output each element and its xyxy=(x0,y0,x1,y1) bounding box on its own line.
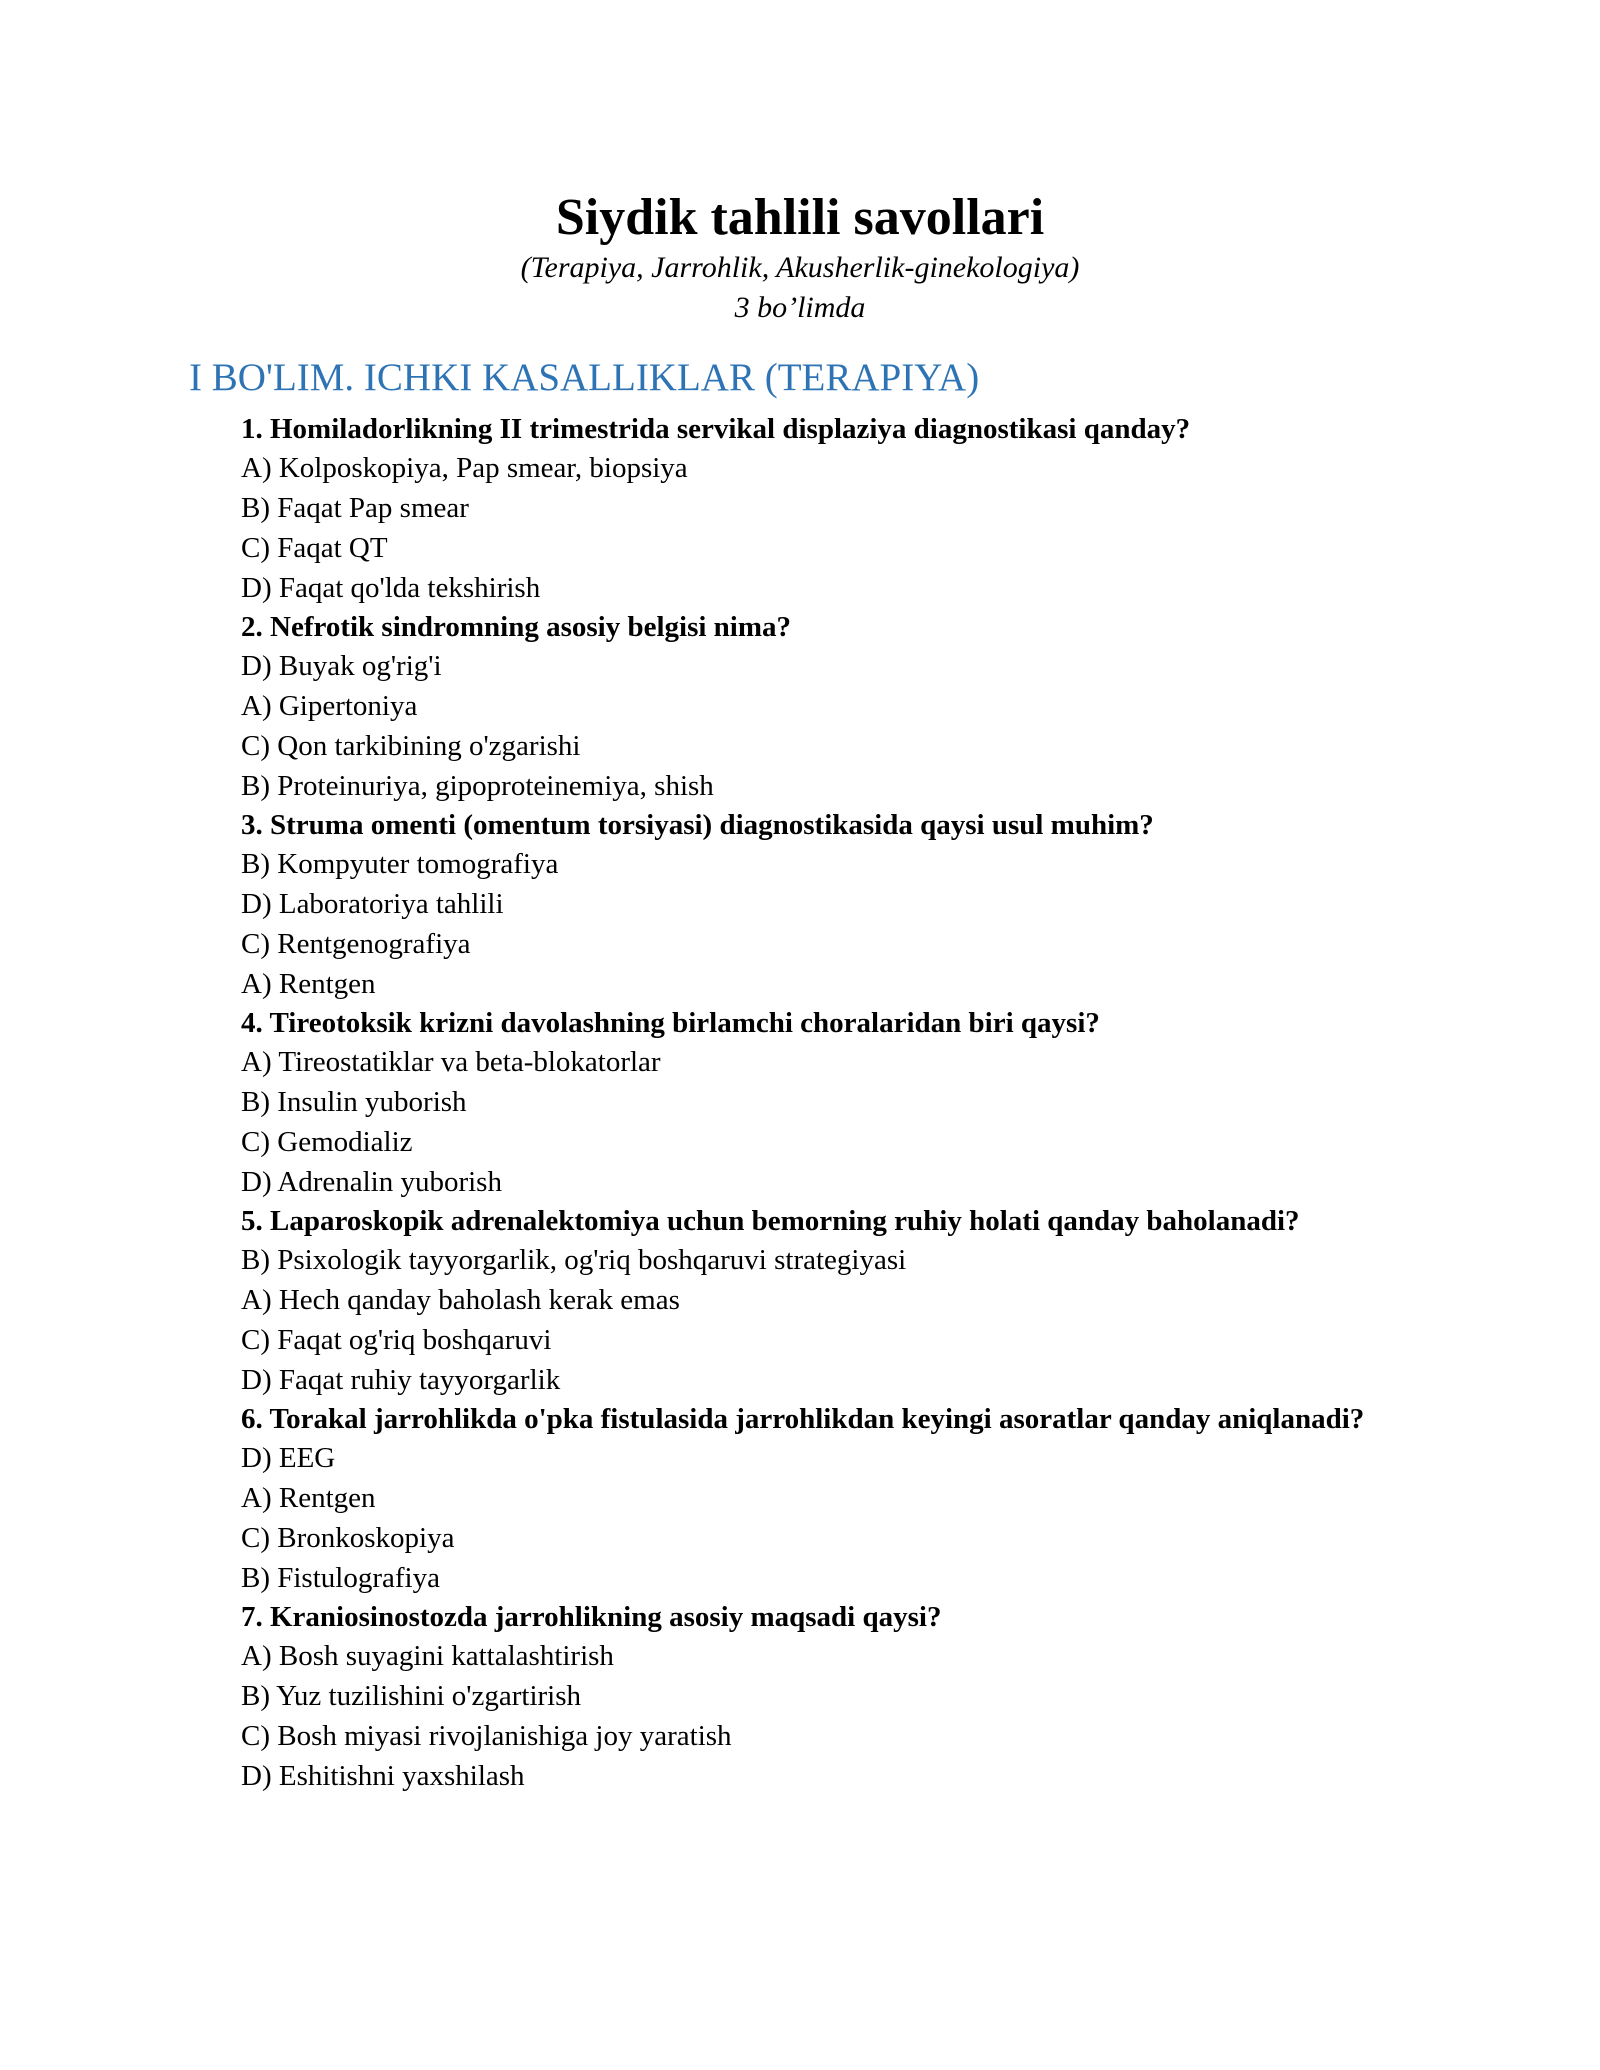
question-text: 7. Kraniosinostozda jarrohlikning asosiy maqsadi qaysi? xyxy=(241,1601,942,1633)
question-block xyxy=(241,806,1441,1004)
question-list xyxy=(241,410,1441,1796)
answer-option: B) Faqat Pap smear xyxy=(241,492,469,524)
answer-option: B) Insulin yuborish xyxy=(241,1086,467,1118)
page-title: Siydik tahlili savollari xyxy=(555,189,1045,246)
answer-option: A) Kolposkopiya, Pap smear, biopsiya xyxy=(241,452,688,484)
answer-option: A) Tireostatiklar va beta-blokatorlar xyxy=(241,1046,661,1078)
answer-option: D) Adrenalin yuborish xyxy=(241,1166,502,1198)
answer-option: C) Bosh miyasi rivojlanishiga joy yaratish xyxy=(241,1720,732,1752)
question-block xyxy=(241,1202,1441,1400)
page-subtitle: (Terapiya, Jarrohlik, Akusherlik-ginekologiya) xyxy=(520,251,1080,284)
answer-option: B) Psixologik tayyorgarlik, og'riq boshqaruvi strategiyasi xyxy=(241,1244,907,1276)
answer-option: C) Gemodializ xyxy=(241,1126,413,1158)
section-heading: I BO'LIM. ICHKI KASALLIKLAR (TERAPIYA) xyxy=(189,356,980,399)
answer-option: A) Rentgen xyxy=(241,968,376,1000)
answer-option: D) Faqat ruhiy tayyorgarlik xyxy=(241,1364,561,1396)
question-block xyxy=(241,1400,1441,1598)
question-block xyxy=(241,1598,1441,1796)
answer-option: D) Eshitishni yaxshilash xyxy=(241,1760,525,1792)
question-text: 4. Tireotoksik krizni davolashning birlamchi choralaridan biri qaysi? xyxy=(241,1007,1100,1039)
answer-option: A) Gipertoniya xyxy=(241,690,418,722)
answer-option: B) Kompyuter tomografiya xyxy=(241,848,559,880)
answer-option: D) Buyak og'rig'i xyxy=(241,650,442,682)
question-block xyxy=(241,608,1441,806)
answer-option: D) EEG xyxy=(241,1442,336,1474)
question-text: 5. Laparoskopik adrenalektomiya uchun bemorning ruhiy holati qanday baholanadi? xyxy=(241,1205,1300,1237)
answer-option: A) Hech qanday baholash kerak emas xyxy=(241,1284,680,1316)
answer-option: C) Faqat og'riq boshqaruvi xyxy=(241,1324,552,1356)
answer-option: C) Bronkoskopiya xyxy=(241,1522,455,1554)
answer-option: B) Proteinuriya, gipoproteinemiya, shish xyxy=(241,770,714,802)
answer-option: C) Faqat QT xyxy=(241,532,388,564)
answer-option: D) Laboratoriya tahlili xyxy=(241,888,504,920)
answer-option: C) Rentgenografiya xyxy=(241,928,471,960)
answer-option: A) Rentgen xyxy=(241,1482,376,1514)
answer-option: B) Yuz tuzilishini o'zgartirish xyxy=(241,1680,582,1712)
answer-option: B) Fistulografiya xyxy=(241,1562,440,1594)
question-block xyxy=(241,1004,1441,1202)
answer-option: C) Qon tarkibining o'zgarishi xyxy=(241,730,581,762)
question-block xyxy=(241,410,1441,608)
question-text: 3. Struma omenti (omentum torsiyasi) diagnostikasida qaysi usul muhim? xyxy=(241,809,1154,841)
question-text: 2. Nefrotik sindromning asosiy belgisi nima? xyxy=(241,611,792,643)
question-text: 1. Homiladorlikning II trimestrida servikal displaziya diagnostikasi qanday? xyxy=(241,413,1191,445)
parts-note: 3 bo’limda xyxy=(734,291,866,324)
answer-option: A) Bosh suyagini kattalashtirish xyxy=(241,1640,614,1672)
question-text: 6. Torakal jarrohlikda o'pka fistulasida jarrohlikdan keyingi asoratlar qanday aniqlanadi? xyxy=(241,1403,1365,1435)
answer-option: D) Faqat qo'lda tekshirish xyxy=(241,572,541,604)
